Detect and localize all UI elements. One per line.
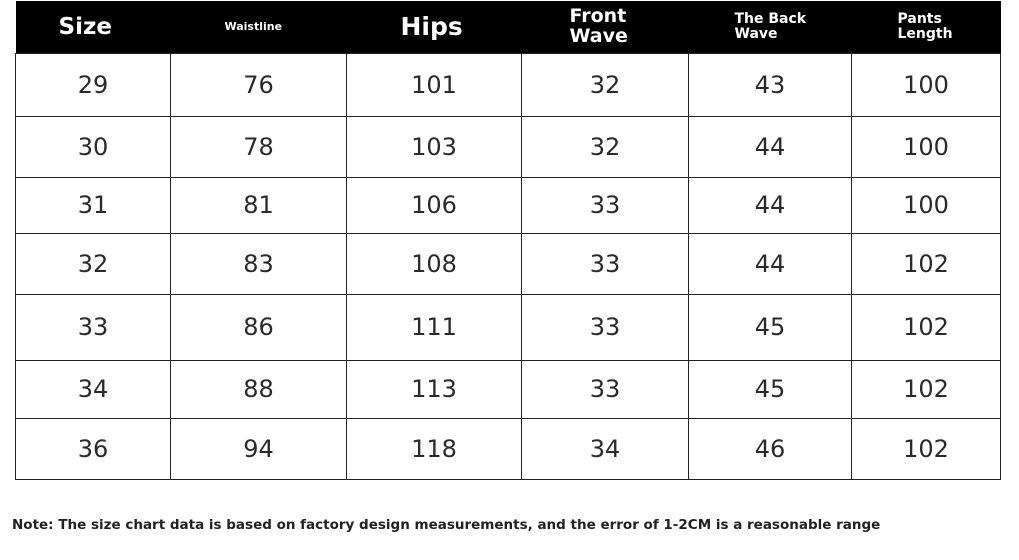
cell-front-wave: 33: [522, 360, 689, 418]
header-pants-length-line2: Length: [897, 25, 953, 42]
cell-back-wave: 46: [689, 418, 852, 479]
cell-front-wave: 32: [522, 116, 689, 177]
cell-size: 33: [16, 294, 171, 360]
header-front-wave: [522, 1, 689, 53]
header-back-wave-line2: Wave: [734, 25, 778, 42]
measurement-note: Note: The size chart data is based on factory design measurements, and the error of 1-2CM is a reasonable range: [12, 517, 881, 533]
cell-front-wave: 34: [522, 418, 689, 479]
cell-hips: 118: [347, 418, 522, 479]
cell-pants-length: 102: [852, 418, 1001, 479]
header-waistline: Waistline: [171, 1, 347, 53]
cell-hips: 106: [347, 177, 522, 233]
cell-pants-length: 102: [852, 360, 1001, 418]
header-row: [16, 1, 1001, 53]
cell-hips: 103: [347, 116, 522, 177]
cell-back-wave: 44: [689, 233, 852, 294]
table-row: [16, 418, 1001, 479]
table-row: [16, 53, 1001, 116]
header-pants-length-line1: Pants: [897, 11, 942, 28]
cell-hips: 111: [347, 294, 522, 360]
cell-waistline: 83: [171, 233, 347, 294]
cell-hips: 108: [347, 233, 522, 294]
cell-hips: 101: [347, 53, 522, 116]
table-row: [16, 177, 1001, 233]
header-pants-length: [852, 1, 1001, 53]
table-body: [16, 53, 1001, 479]
cell-waistline: 76: [171, 53, 347, 116]
cell-size: 29: [16, 53, 171, 116]
cell-size: 36: [16, 418, 171, 479]
cell-front-wave: 32: [522, 53, 689, 116]
cell-front-wave: 33: [522, 233, 689, 294]
header-back-wave: [689, 1, 852, 53]
header-hips: Hips: [347, 1, 522, 53]
cell-waistline: 81: [171, 177, 347, 233]
table-row: [16, 294, 1001, 360]
cell-front-wave: 33: [522, 294, 689, 360]
header-front-wave-line1: Front: [569, 4, 627, 27]
table-header: [16, 1, 1001, 53]
cell-back-wave: 43: [689, 53, 852, 116]
cell-pants-length: 100: [852, 177, 1001, 233]
header-size: Size: [16, 1, 171, 53]
header-back-wave-line1: The Back: [734, 11, 807, 28]
cell-back-wave: 44: [689, 177, 852, 233]
cell-waistline: 88: [171, 360, 347, 418]
cell-pants-length: 102: [852, 294, 1001, 360]
cell-waistline: 78: [171, 116, 347, 177]
cell-front-wave: 33: [522, 177, 689, 233]
cell-back-wave: 45: [689, 294, 852, 360]
cell-size: 34: [16, 360, 171, 418]
cell-pants-length: 102: [852, 233, 1001, 294]
table-row: [16, 360, 1001, 418]
cell-hips: 113: [347, 360, 522, 418]
cell-pants-length: 100: [852, 116, 1001, 177]
cell-back-wave: 44: [689, 116, 852, 177]
table-row: [16, 233, 1001, 294]
cell-waistline: 86: [171, 294, 347, 360]
table-row: [16, 116, 1001, 177]
cell-size: 31: [16, 177, 171, 233]
cell-pants-length: 100: [852, 53, 1001, 116]
size-chart-table: [15, 1, 1001, 480]
cell-size: 30: [16, 116, 171, 177]
cell-back-wave: 45: [689, 360, 852, 418]
cell-size: 32: [16, 233, 171, 294]
cell-waistline: 94: [171, 418, 347, 479]
header-front-wave-line2: Wave: [569, 24, 628, 47]
